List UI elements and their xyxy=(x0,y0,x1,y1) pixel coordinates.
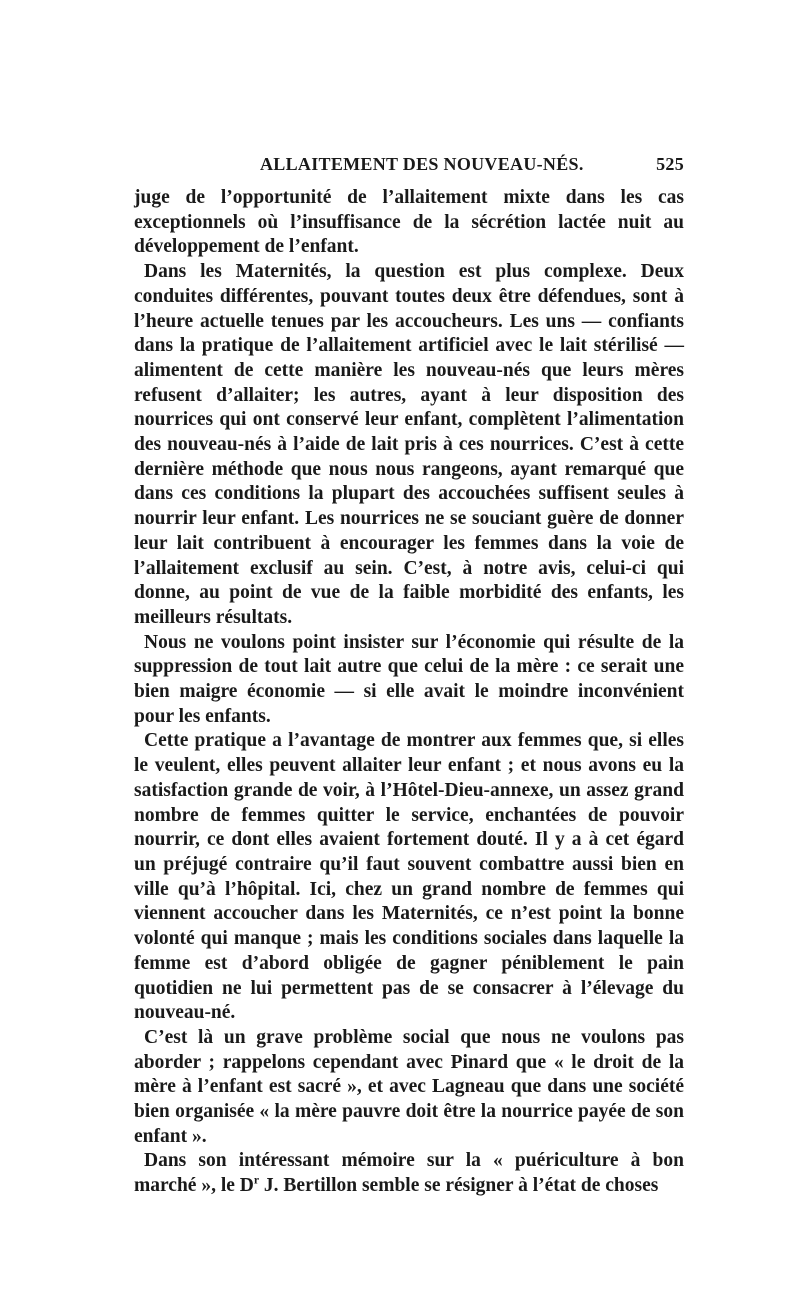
paragraph: Cette pratique a l’avantage de montrer aux femmes que, si elles le veulent, elles peuvent allaiter leur enfant ; et nous avons eu la satisfaction grande de voir, à l’Hôtel-Dieu-annexe, un assez grand nombre de femmes quitter le service, enchantées de pouvoir nourrir, ce dont elles avaient fortement douté. Il y a à cet égard un préjugé contraire qu’il faut souvent combattre aussi bien en ville qu’à l’hôpital. Ici, chez un grand nombre de femmes qui viennent accoucher dans les Maternités, ce n’est point la bonne volonté qui manque ; mais les conditions sociales dans laquelle la femme est d’abord obligée de gagner péniblement le pain quotidien ne lui permettent pas de se consacrer à l’élevage du nouveau-né. xyxy=(134,730,684,1024)
paragraph-text: J. Bertillon semble se résigner à l’état de choses xyxy=(259,1175,659,1197)
running-title: ALLAITEMENT DES NOUVEAU-NÉS. xyxy=(260,154,584,174)
paragraph: Dans les Maternités, la question est plus complexe. Deux conduites différentes, pouvant toutes deux être défendues, sont à l’heure actuelle tenues par les accoucheurs. Les uns — confiants dans la pratique de l’allaitement artificiel avec le lait stérilisé — alimentent de cette manière les nouveau-nés que leurs mères refusent d’allaiter; les autres, ayant à leur disposition des nourrices qui ont conservé leur enfant, complètent l’alimentation des nouveau-nés à l’aide de lait pris à ces nourrices. C’est à cette dernière méthode que nous nous rangeons, ayant remarqué que dans ces conditions la plupart des accouchées suffisent seules à nourrir leur enfant. Les nourrices ne se souciant guère de donner leur lait contribuent à encourager les femmes dans la voie de l’allaitement exclusif au sein. C’est, à notre avis, celui-ci qui donne, au point de vue de la faible morbidité des enfants, les meilleurs résultats. xyxy=(134,261,684,628)
paragraph xyxy=(134,1149,684,1198)
paragraph: C’est là un grave problème social que nous ne voulons pas aborder ; rappelons cependant avec Pinard que « le droit de la mère à l’enfant est sacré », et avec Lagneau que dans une société bien organisée « la mère pauvre doit être la nourrice payée de son enfant ». xyxy=(134,1026,684,1147)
paragraph-text: Dans son intéressant mémoire sur la « puériculture à bon marché », le D xyxy=(134,1150,684,1197)
paragraph: Nous ne voulons point insister sur l’économie qui résulte de la suppression de tout lait autre que celui de la mère : ce serait une bien maigre économie — si elle avait le moindre inconvénient pour les enfants. xyxy=(134,631,684,727)
paragraph: juge de l’opportunité de l’allaitement mixte dans les cas exceptionnels où l’insuffisance de la sécrétion lactée nuit au développement de l’enfant. xyxy=(134,187,684,258)
body-text xyxy=(134,186,684,1199)
superscript: r xyxy=(253,1173,260,1187)
running-head xyxy=(134,154,684,180)
page-number: 525 xyxy=(656,154,684,174)
